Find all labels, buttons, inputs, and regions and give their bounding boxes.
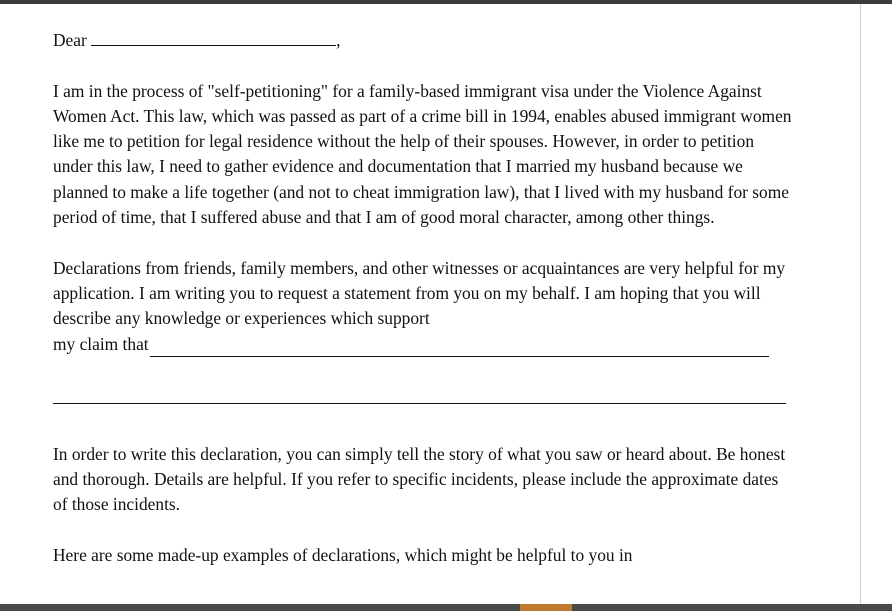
claim-label: my claim that (53, 333, 149, 354)
viewer-bottom-bar (0, 604, 892, 611)
salutation-line (53, 28, 793, 53)
paragraph-request (53, 256, 793, 332)
claim-blank (150, 338, 769, 357)
viewer-bottom-accent (520, 604, 572, 611)
document-page (0, 4, 860, 604)
paragraph-intro: I am in the process of "self-petitioning" for a family-based immigrant visa under the Violence Against Women Act. This law, which was passed as part of a crime bill in 1994, enables abused immigrant women like me to petition for legal residence without the help of their spouses. However, in order to petition under this law, I need to gather evidence and documentation that I married my husband because we planned to make a life together (and not to cheat immigration law), that I lived with my husband for some period of time, that I suffered abuse and that I am of good moral character, among other things. (53, 80, 792, 228)
page-right-edge (860, 4, 861, 604)
claim-continuation-blank (53, 402, 786, 404)
paragraph-examples: Here are some made-up examples of declarations, which might be helpful to you in (53, 545, 633, 566)
letter-body (53, 28, 793, 594)
salutation-comma: , (336, 30, 341, 50)
salutation-word: Dear (53, 30, 87, 50)
recipient-name-blank (91, 29, 336, 46)
request-text: Declarations from friends, family members, and other witnesses or acquaintances are very helpful for my application. I am writing you to request a statement from you on my behalf. I am hoping that you will describe any knowledge or experiences which support (53, 257, 786, 329)
paragraph-instructions: In order to write this declaration, you can simply tell the story of what you saw or heard about. Be honest and thorough. Details are helpful. If you refer to specific incidents, please include the approximate dates of those incidents. (53, 443, 786, 515)
claim-line (53, 332, 793, 357)
